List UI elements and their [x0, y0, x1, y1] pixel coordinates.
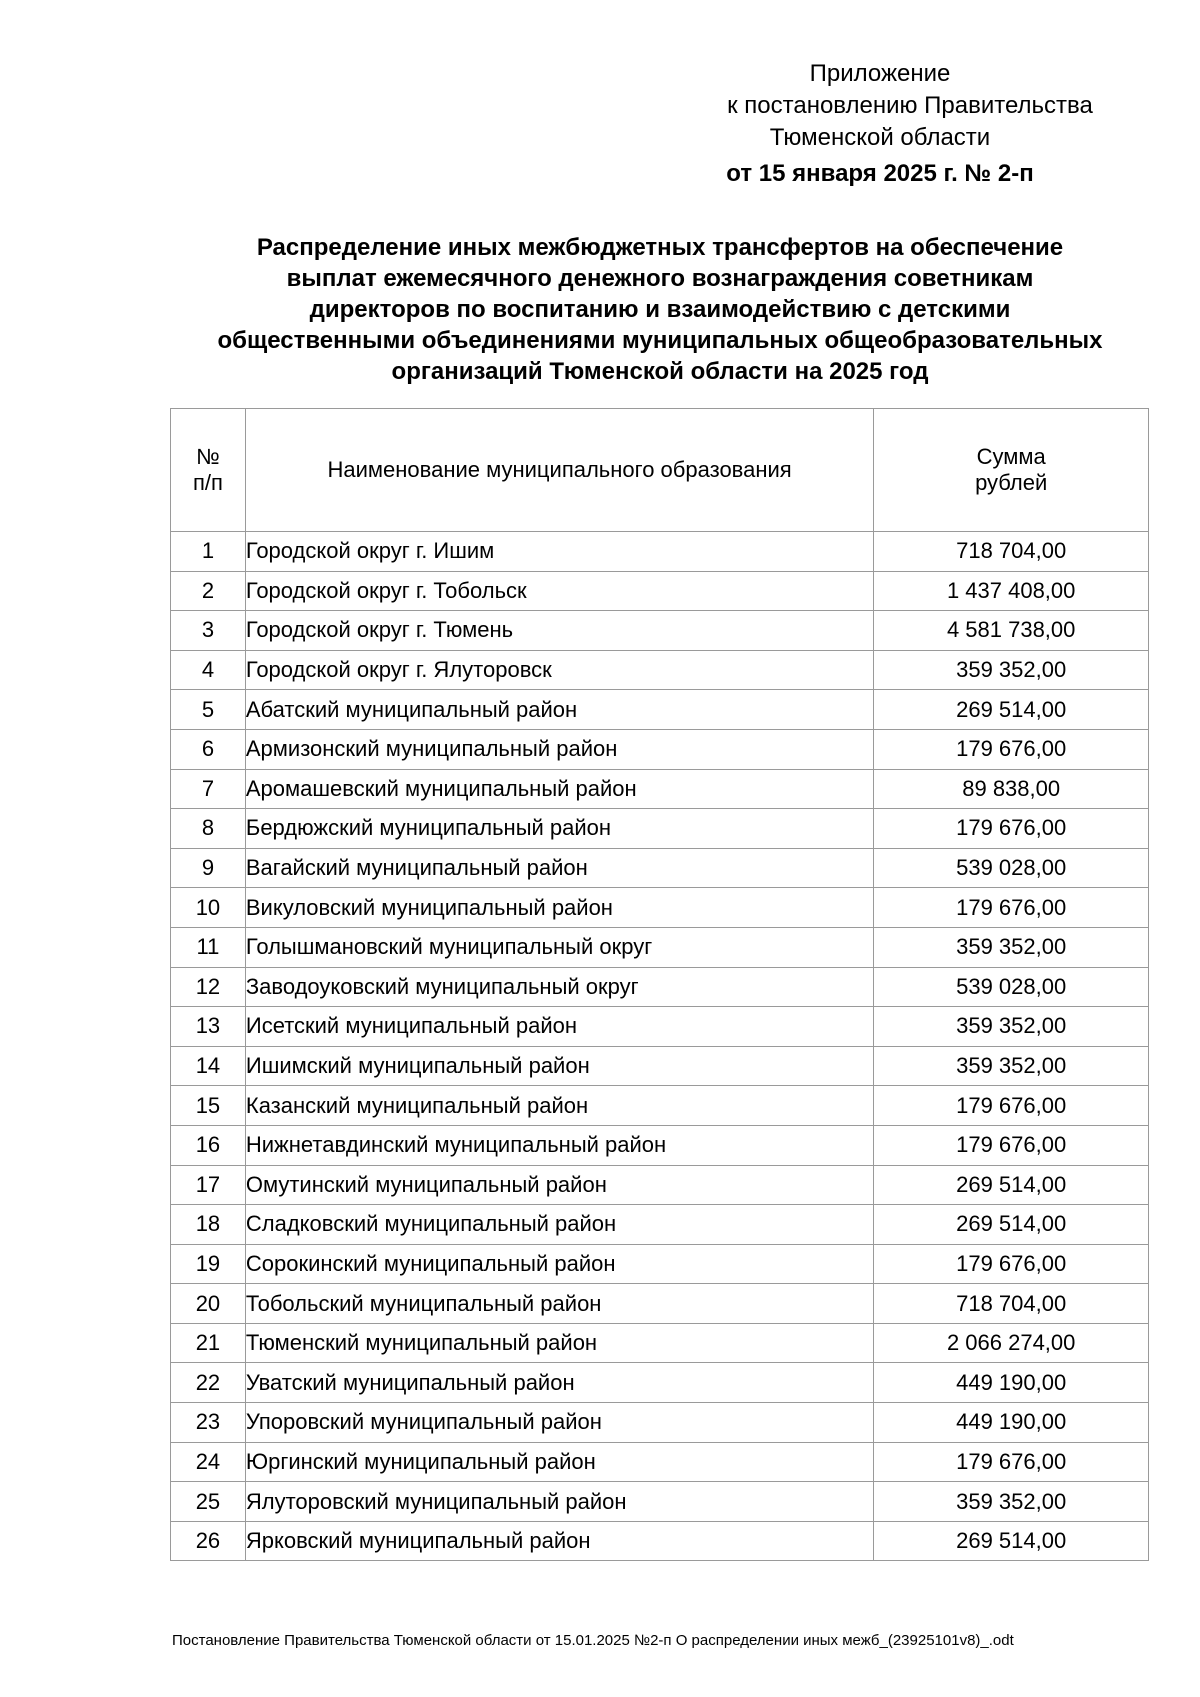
row-number: 7 [171, 769, 246, 809]
allocation-table [170, 408, 1149, 1561]
row-municipality: Исетский муниципальный район [245, 1007, 873, 1047]
row-amount: 718 704,00 [874, 532, 1149, 572]
row-municipality: Городской округ г. Тобольск [245, 571, 873, 611]
table-row [171, 927, 1149, 967]
table-row [171, 1482, 1149, 1522]
table-row [171, 571, 1149, 611]
appendix-date-number: от 15 января 2025 г. № 2-п [726, 160, 1034, 187]
row-amount: 4 581 738,00 [874, 611, 1149, 651]
row-number: 4 [171, 650, 246, 690]
row-municipality: Ялуторовский муниципальный район [245, 1482, 873, 1522]
appendix-resolution-ref: к постановлению Правительства [727, 92, 1093, 119]
row-municipality: Тюменский муниципальный район [245, 1323, 873, 1363]
row-amount: 179 676,00 [874, 1244, 1149, 1284]
row-number: 19 [171, 1244, 246, 1284]
row-number: 22 [171, 1363, 246, 1403]
row-municipality: Казанский муниципальный район [245, 1086, 873, 1126]
table-row [171, 1323, 1149, 1363]
row-amount: 179 676,00 [874, 1086, 1149, 1126]
footer-file-reference: Постановление Правительства Тюменской области от 15.01.2025 №2-п О распределении иных межб_(23925101v8)_.odt [172, 1632, 1014, 1649]
row-amount: 2 066 274,00 [874, 1323, 1149, 1363]
row-amount: 539 028,00 [874, 967, 1149, 1007]
table-row [171, 1442, 1149, 1482]
row-number: 24 [171, 1442, 246, 1482]
table-row [171, 1125, 1149, 1165]
row-number: 23 [171, 1403, 246, 1443]
table-row [171, 611, 1149, 651]
row-amount: 179 676,00 [874, 1125, 1149, 1165]
row-municipality: Викуловский муниципальный район [245, 888, 873, 928]
row-municipality: Бердюжский муниципальный район [245, 809, 873, 849]
row-amount: 359 352,00 [874, 1007, 1149, 1047]
row-municipality: Аромашевский муниципальный район [245, 769, 873, 809]
header-municipality: Наименование муниципального образования [245, 409, 873, 532]
row-amount: 179 676,00 [874, 1442, 1149, 1482]
row-amount: 449 190,00 [874, 1363, 1149, 1403]
table-row [171, 1165, 1149, 1205]
row-amount: 179 676,00 [874, 729, 1149, 769]
row-number: 21 [171, 1323, 246, 1363]
row-amount: 179 676,00 [874, 809, 1149, 849]
header-number-symbol: № [196, 444, 220, 469]
appendix-region: Тюменской области [769, 124, 991, 151]
row-number: 18 [171, 1205, 246, 1245]
header-amount [874, 409, 1149, 532]
title-line: выплат ежемесячного денежного вознаграждения советникам [286, 265, 1034, 292]
row-number: 5 [171, 690, 246, 730]
title-line: организаций Тюменской области на 2025 год [391, 358, 929, 385]
row-municipality: Городской округ г. Ялуторовск [245, 650, 873, 690]
header-number [171, 409, 246, 532]
row-amount: 1 437 408,00 [874, 571, 1149, 611]
row-number: 2 [171, 571, 246, 611]
table-row [171, 888, 1149, 928]
table-row [171, 729, 1149, 769]
row-amount: 359 352,00 [874, 1482, 1149, 1522]
document-title [160, 232, 1160, 387]
table-row [171, 532, 1149, 572]
row-amount: 449 190,00 [874, 1403, 1149, 1443]
row-municipality: Городской округ г. Тюмень [245, 611, 873, 651]
row-number: 12 [171, 967, 246, 1007]
table-row [171, 1007, 1149, 1047]
row-municipality: Омутинский муниципальный район [245, 1165, 873, 1205]
table-header-row [171, 409, 1149, 532]
row-municipality: Абатский муниципальный район [245, 690, 873, 730]
table-row [171, 690, 1149, 730]
row-number: 15 [171, 1086, 246, 1126]
title-line: директоров по воспитанию и взаимодействию с детскими [309, 296, 1011, 323]
row-number: 17 [171, 1165, 246, 1205]
row-municipality: Упоровский муниципальный район [245, 1403, 873, 1443]
table-row [171, 848, 1149, 888]
row-amount: 89 838,00 [874, 769, 1149, 809]
table-row [171, 1205, 1149, 1245]
row-municipality: Нижнетавдинский муниципальный район [245, 1125, 873, 1165]
table-row [171, 1403, 1149, 1443]
row-amount: 179 676,00 [874, 888, 1149, 928]
row-number: 13 [171, 1007, 246, 1047]
row-amount: 359 352,00 [874, 927, 1149, 967]
header-amount-unit: рублей [975, 470, 1048, 495]
table-row [171, 1521, 1149, 1561]
row-number: 16 [171, 1125, 246, 1165]
row-number: 11 [171, 927, 246, 967]
row-number: 26 [171, 1521, 246, 1561]
row-amount: 269 514,00 [874, 1165, 1149, 1205]
row-municipality: Уватский муниципальный район [245, 1363, 873, 1403]
table-row [171, 1284, 1149, 1324]
row-number: 25 [171, 1482, 246, 1522]
row-amount: 359 352,00 [874, 1046, 1149, 1086]
row-municipality: Ишимский муниципальный район [245, 1046, 873, 1086]
table-row [171, 769, 1149, 809]
row-number: 3 [171, 611, 246, 651]
header-number-label: п/п [192, 470, 223, 495]
row-number: 6 [171, 729, 246, 769]
row-number: 8 [171, 809, 246, 849]
row-number: 1 [171, 532, 246, 572]
table-row [171, 1046, 1149, 1086]
row-number: 20 [171, 1284, 246, 1324]
row-number: 10 [171, 888, 246, 928]
title-line: Распределение иных межбюджетных трансфертов на обеспечение [256, 234, 1064, 261]
table-row [171, 967, 1149, 1007]
row-amount: 269 514,00 [874, 690, 1149, 730]
table-row [171, 650, 1149, 690]
row-municipality: Тобольский муниципальный район [245, 1284, 873, 1324]
row-municipality: Голышмановский муниципальный округ [245, 927, 873, 967]
row-amount: 269 514,00 [874, 1205, 1149, 1245]
row-number: 9 [171, 848, 246, 888]
row-amount: 269 514,00 [874, 1521, 1149, 1561]
appendix-header [680, 58, 1160, 190]
table-row [171, 1363, 1149, 1403]
appendix-label: Приложение [809, 60, 951, 87]
row-municipality: Вагайский муниципальный район [245, 848, 873, 888]
row-municipality: Городской округ г. Ишим [245, 532, 873, 572]
row-amount: 718 704,00 [874, 1284, 1149, 1324]
row-municipality: Ярковский муниципальный район [245, 1521, 873, 1561]
row-number: 14 [171, 1046, 246, 1086]
row-amount: 359 352,00 [874, 650, 1149, 690]
header-amount-label: Сумма [976, 444, 1046, 469]
table-row [171, 1086, 1149, 1126]
row-municipality: Армизонский муниципальный район [245, 729, 873, 769]
table-row [171, 1244, 1149, 1284]
row-municipality: Заводоуковский муниципальный округ [245, 967, 873, 1007]
title-line: общественными объединениями муниципальных общеобразовательных [217, 327, 1103, 354]
row-amount: 539 028,00 [874, 848, 1149, 888]
table-body [171, 532, 1149, 1561]
table-row [171, 809, 1149, 849]
row-municipality: Юргинский муниципальный район [245, 1442, 873, 1482]
row-municipality: Сладковский муниципальный район [245, 1205, 873, 1245]
row-municipality: Сорокинский муниципальный район [245, 1244, 873, 1284]
